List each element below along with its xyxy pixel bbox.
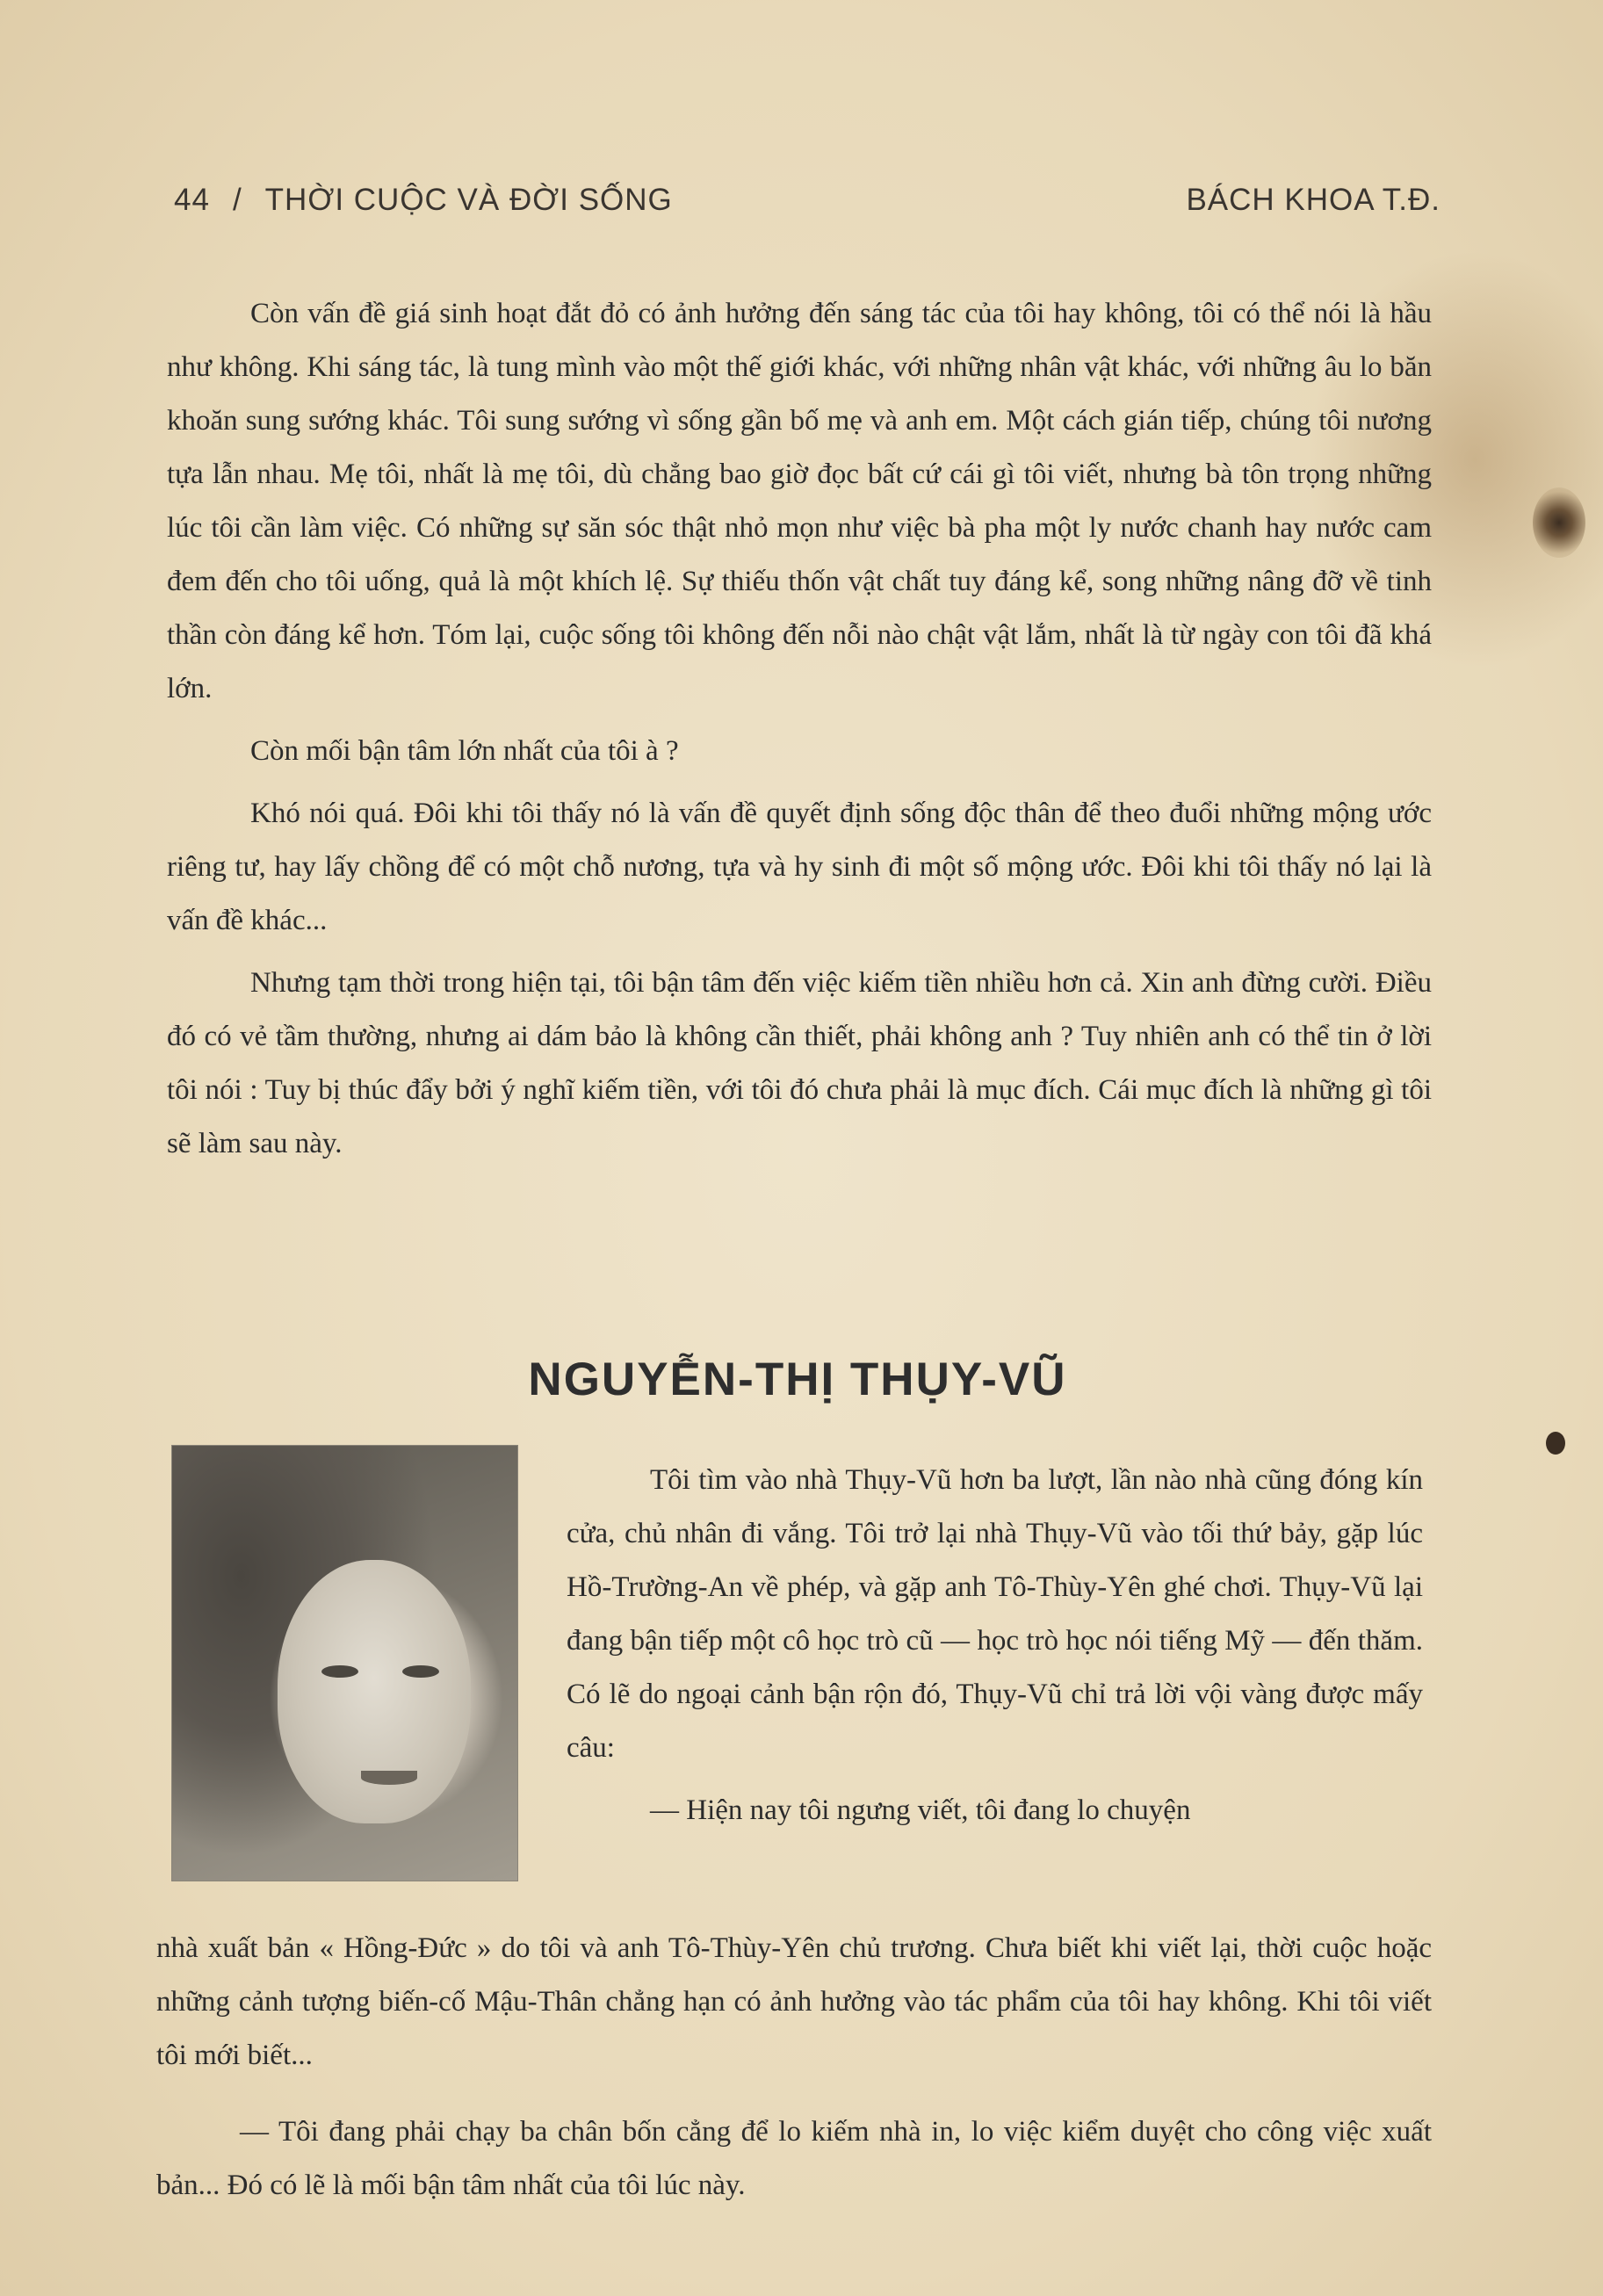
paragraph: Còn mối bận tâm lớn nhất của tôi à ? [250,735,679,767]
author-name-heading: NGUYỄN-THỊ THỤY-VŨ [528,1354,1067,1405]
portrait-eye [321,1665,358,1678]
running-header [174,183,1441,227]
paper-stain [1533,487,1585,558]
portrait-mouth [361,1771,417,1785]
paragraph: Còn vấn đề giá sinh hoạt đắt đỏ có ảnh hưởng đến sáng tác của tôi hay không, tôi có thể nói là hầu như không. Khi sáng tác, là tung mình vào một thế giới khác, với những nhân vật khác, với những âu lo băn khoăn sung sướng khác. Tôi sung sướng vì sống gần bố mẹ và anh em. Một cách gián tiếp, chúng tôi nương tựa lẫn nhau. Mẹ tôi, nhất là mẹ tôi, dù chẳng bao giờ đọc bất cứ cái gì tôi viết, nhưng bà tôn trọng những lúc tôi cần làm việc. Có những sự săn sóc thật nhỏ mọn như việc bà pha một ly nước chanh hay nước cam đem đến cho tôi uống, quả là một khích lệ. Sự thiếu thốn vật chất tuy đáng kể, song những nâng đỡ về tinh thần còn đáng kể hơn. Tóm lại, cuộc sống tôi không đến nỗi nào chật vật lắm, nhất là từ ngày con tôi đã khá lớn. [167,298,1432,704]
profile-continuation-text [156,1922,1432,2213]
paragraph-continuation: nhà xuất bản « Hồng-Đức » do tôi và anh Tô-Thùy-Yên chủ trương. Chưa biết khi viết lại, thời cuộc hoặc những cảnh tượng biến-cố Mậu-Thân chẳng hạn có ảnh hưởng vào tác phẩm của tôi hay không. Khi tôi viết tôi mới biết... [156,1932,1432,2071]
portrait-eye [402,1665,439,1678]
header-separator: / [232,183,242,217]
profile-text [567,1454,1423,1838]
header-left [174,183,673,218]
paper-spot [1546,1432,1565,1455]
portrait-face [278,1560,471,1823]
paragraph: Nhưng tạm thời trong hiện tại, tôi bận tâm đến việc kiếm tiền nhiều hơn cả. Xin anh đừng cười. Điều đó có vẻ tầm thường, nhưng ai dám bảo là không cần thiết, phải không anh ? Tuy nhiên anh có thể tin ở lời tôi nói : Tuy bị thúc đẩy bởi ý nghĩ kiếm tiền, với tôi đó chưa phải là mục đích. Cái mục đích là những gì tôi sẽ làm sau này. [167,967,1432,1159]
paragraph: — Tôi đang phải chạy ba chân bốn cẳng để lo kiếm nhà in, lo việc kiểm duyệt cho công việc xuất bản... Đó có lẽ là mối bận tâm nhất của tôi lúc này. [156,2116,1432,2201]
section-title: THỜI CUỘC VÀ ĐỜI SỐNG [264,183,673,217]
author-portrait-photo [171,1445,518,1881]
paragraph: — Hiện nay tôi ngưng viết, tôi đang lo chuyện [650,1794,1191,1826]
publication-name: BÁCH KHOA T.Đ. [1186,183,1441,217]
paragraph: Khó nói quá. Đôi khi tôi thấy nó là vấn đề quyết định sống độc thân để theo đuổi những mộng ước riêng tư, hay lấy chồng để có một chỗ nương, tựa và hy sinh đi một số mộng ước. Đôi khi tôi thấy nó lại là vấn đề khác... [167,798,1432,936]
page-number: 44 [174,183,210,217]
paragraph: Tôi tìm vào nhà Thụy-Vũ hơn ba lượt, lần nào nhà cũng đóng kín cửa, chủ nhân đi vắng. Tôi trở lại nhà Thụy-Vũ vào tối thứ bảy, gặp lúc Hồ-Trường-An về phép, và gặp anh Tô-Thùy-Yên ghé chơi. Thụy-Vũ lại đang bận tiếp một cô học trò cũ — học trò học nói tiếng Mỹ — đến thăm. Có lẽ do ngoại cảnh bận rộn đó, Thụy-Vũ chỉ trả lời vội vàng được mấy câu: [567,1464,1423,1764]
intro-text [167,287,1432,1171]
